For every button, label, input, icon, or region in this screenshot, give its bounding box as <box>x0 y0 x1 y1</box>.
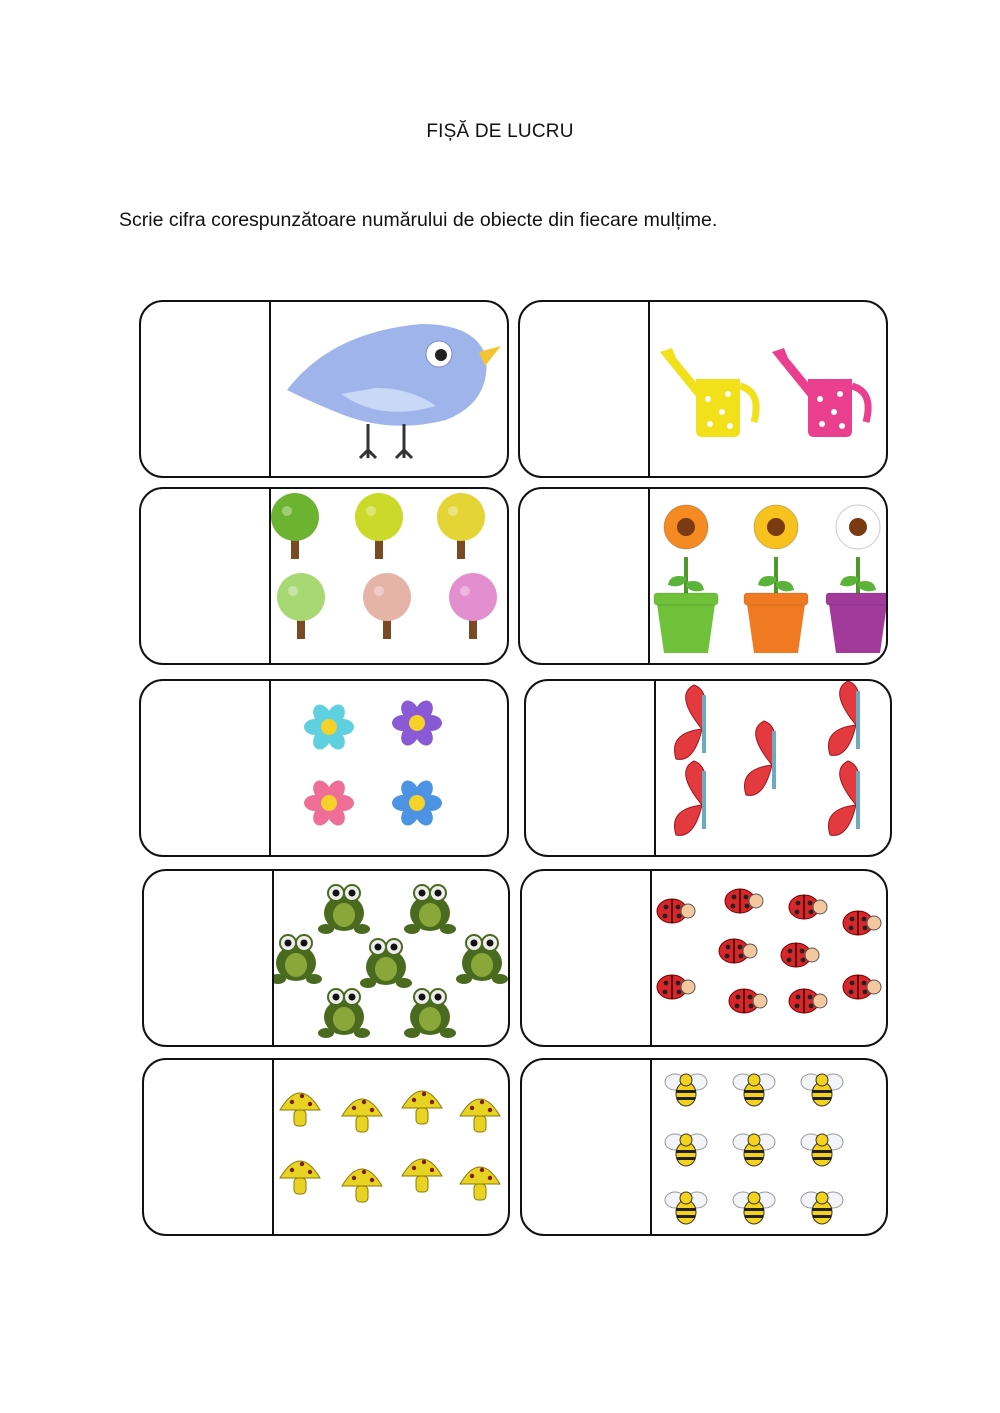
butterfly-icon <box>744 721 775 795</box>
butterfly-icons <box>656 681 890 855</box>
butterfly-icon <box>828 761 859 835</box>
card-frog <box>142 869 510 1047</box>
bee-icon <box>733 1074 775 1106</box>
card-flower <box>139 679 509 857</box>
picture-set <box>650 489 886 663</box>
card-flower-pot <box>518 487 888 665</box>
answer-box[interactable] <box>141 681 271 855</box>
butterfly-icon <box>674 685 705 759</box>
tree-icon <box>355 493 403 559</box>
card-tree <box>139 487 509 665</box>
card-mushroom <box>142 1058 510 1236</box>
answer-box[interactable] <box>522 871 652 1045</box>
picture-set <box>274 871 508 1045</box>
mushroom-icons <box>274 1060 508 1234</box>
picture-set <box>656 681 890 855</box>
flower-icon <box>392 697 442 748</box>
flower-pot-icon <box>826 505 886 653</box>
ladybug-icon <box>657 975 695 999</box>
bee-icon <box>665 1192 707 1224</box>
flower-icon <box>304 701 354 752</box>
answer-box[interactable] <box>141 489 271 663</box>
butterfly-icon <box>828 681 859 755</box>
picture-set <box>652 871 886 1045</box>
flower-icon <box>392 777 442 828</box>
frog-icon <box>404 989 456 1038</box>
page-title: FIȘĂ DE LUCRU <box>426 121 574 142</box>
bee-icon <box>733 1192 775 1224</box>
tree-icon <box>363 573 411 639</box>
ladybug-icon <box>843 911 881 935</box>
mushroom-icon <box>342 1169 382 1202</box>
answer-box[interactable] <box>144 871 274 1045</box>
bird-icon <box>271 302 507 476</box>
tree-icon <box>449 573 497 639</box>
picture-set <box>271 302 507 476</box>
ladybug-icon <box>789 989 827 1013</box>
card-ladybug <box>520 869 888 1047</box>
flower-pot-icon <box>744 505 808 653</box>
answer-box[interactable] <box>144 1060 274 1234</box>
answer-box[interactable] <box>141 302 271 476</box>
picture-set <box>274 1060 508 1234</box>
flower-pot-icon <box>654 505 718 653</box>
card-bee <box>520 1058 888 1236</box>
frog-icon <box>456 935 508 984</box>
mushroom-icon <box>402 1159 442 1192</box>
answer-box[interactable] <box>520 302 650 476</box>
card-butterfly <box>524 679 892 857</box>
flower-icons <box>271 681 507 855</box>
mushroom-icon <box>460 1099 500 1132</box>
tree-icon <box>271 493 319 559</box>
watering-can-icon <box>772 348 868 437</box>
bee-icons <box>652 1060 886 1234</box>
frog-icon <box>360 939 412 988</box>
watering-can-icon <box>660 348 756 437</box>
ladybug-icon <box>725 889 763 913</box>
mushroom-icon <box>280 1161 320 1194</box>
mushroom-icon <box>460 1167 500 1200</box>
tree-icon <box>437 493 485 559</box>
mushroom-icon <box>402 1091 442 1124</box>
frog-icon <box>318 989 370 1038</box>
answer-box[interactable] <box>520 489 650 663</box>
mushroom-icon <box>342 1099 382 1132</box>
ladybug-icon <box>781 943 819 967</box>
bee-icon <box>665 1134 707 1166</box>
bee-icon <box>665 1074 707 1106</box>
card-watering-can <box>518 300 888 478</box>
tree-icon <box>277 573 325 639</box>
ladybug-icon <box>719 939 757 963</box>
ladybug-icons <box>652 871 886 1045</box>
frog-icon <box>404 885 456 934</box>
picture-set <box>650 302 886 476</box>
bee-icon <box>801 1134 843 1166</box>
butterfly-icon <box>674 761 705 835</box>
picture-set <box>271 489 507 663</box>
card-bird <box>139 300 509 478</box>
mushroom-icon <box>280 1093 320 1126</box>
picture-set <box>271 681 507 855</box>
bee-icon <box>733 1134 775 1166</box>
bee-icon <box>801 1074 843 1106</box>
picture-set <box>652 1060 886 1234</box>
ladybug-icon <box>789 895 827 919</box>
ladybug-icon <box>657 899 695 923</box>
flower-pot-icons <box>650 489 886 663</box>
instruction-text: Scrie cifra corespunzătoare numărului de obiecte din fiecare mulțime. <box>119 209 718 231</box>
ladybug-icon <box>729 989 767 1013</box>
flower-icon <box>304 777 354 828</box>
tree-icons <box>271 489 507 663</box>
bee-icon <box>801 1192 843 1224</box>
watering-can-icons <box>650 302 886 476</box>
ladybug-icon <box>843 975 881 999</box>
frog-icon <box>274 935 322 984</box>
answer-box[interactable] <box>522 1060 652 1234</box>
frog-icons <box>274 871 508 1045</box>
answer-box[interactable] <box>526 681 656 855</box>
frog-icon <box>318 885 370 934</box>
